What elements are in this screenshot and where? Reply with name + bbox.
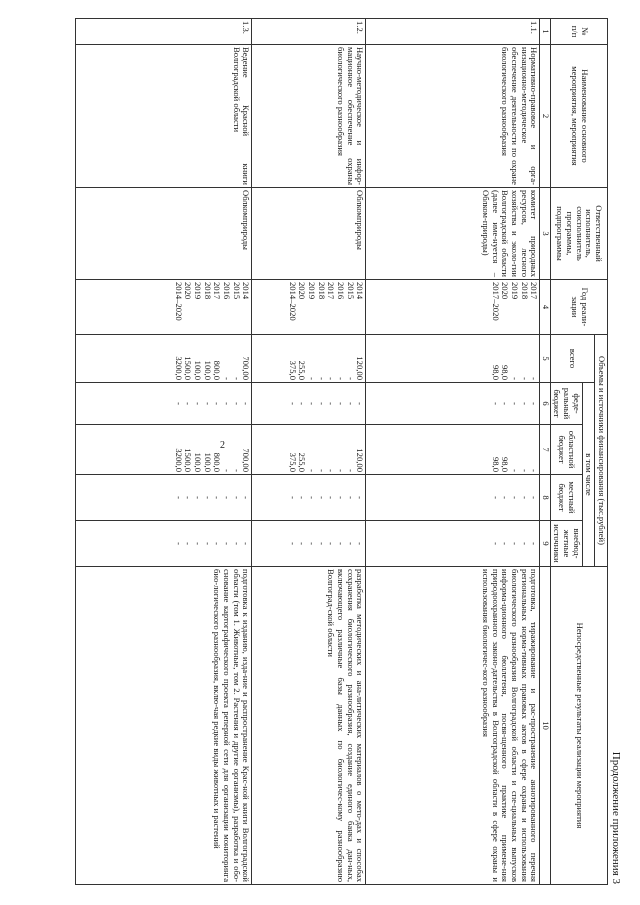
row-years: 2017 2018 2019 2020 2017–2020 [366, 280, 540, 335]
colnum-10: 10 [540, 567, 551, 885]
row-result: подготовка к изданию, изда-ние и распространение Крас-ной книги Волгоградской области (том 1. Животные, том 2. Растения и другие организмы), разработка и обо-снование картографического проекта реперной сети для организации мониторинга био-логического разнообразия, вклю-чая редкие виды животных и растений [76, 567, 252, 885]
row-regional: 120,00 - - - - - 255,0 375,0 [252, 425, 366, 475]
row-local: - - - - - - - - [76, 475, 252, 521]
row-result: разработка методических и ана-литических материалов о мето-дах и способах сохранения биологического разнообразия, создание единого банка дан-ных, включающего различные базы данных по биологичес-кому разнообразию Волгоград-ской области [252, 567, 366, 885]
table-row [252, 19, 366, 885]
row-extrabudget: - - - - - - - - [252, 521, 366, 567]
row-name: Ведение Красной книги Волгоградской области [76, 45, 252, 188]
row-result: подготовка, тиражирование и рас-пространение аннотированного перечня региональных норма-тивных правовых актов в сфере охраны и использования биологического разнообразия Волгоградской области и спе-циальных выпусков информа-ционного бюллетеня, посвя-щенного практике примене-ния природоохранного законо-дательства в Волгоградской области в сфере охраны и использования биологичес-кого разнообразия [366, 567, 540, 885]
row-local: - - - - - [366, 475, 540, 521]
row-number: 1.2. [252, 19, 366, 45]
colnum-3: 3 [540, 188, 551, 280]
colnum-2: 2 [540, 45, 551, 188]
row-extrabudget: - - - - - [366, 521, 540, 567]
header-extrabudget: внебюд-жетные источники [550, 521, 582, 567]
row-total: 700,00 - - 800,0 100,0 100,0 1500,0 3200,0 [76, 335, 252, 383]
colnum-4: 4 [540, 280, 551, 335]
row-federal: - - - - - - - - [252, 383, 366, 425]
row-number: 1.1. [366, 19, 540, 45]
row-name: Научно-методическое и инфор-мационное обеспечение охраны биологического разнообразия [252, 45, 366, 188]
row-regional: 700,00 - - 800,0 100,0 100,0 1500,0 3200,0 [76, 425, 252, 475]
header-regional: областной бюджет [550, 425, 582, 475]
continuation-label: Продолжение приложения 3 [610, 751, 622, 884]
row-executor: Облкомприроды [252, 188, 366, 280]
page-number: 2 [220, 440, 225, 451]
header-local: местный бюджет [550, 475, 582, 521]
colnum-6: 6 [540, 383, 551, 425]
row-name: Нормативно-правовое и орга-низационно-методическое обеспечение деятельности по охране биологического разнообразия [366, 45, 540, 188]
program-table [75, 18, 608, 885]
row-executor: Облкомприроды [76, 188, 252, 280]
header-name: Наименование основного мероприятия, мероприятия [550, 45, 607, 188]
row-years: 2014 2015 2016 2017 2018 2019 2020 2014–2020 [76, 280, 252, 335]
row-federal: - - - - - [366, 383, 540, 425]
header-executor: Ответственный исполнитель, соисполнитель программы, подпрограммы [550, 188, 607, 280]
row-executor: комитет природных ресурсов, лесного хозяйства и эколо-гии Волгоградской области (далее име-нуется – Облком-природы) [366, 188, 540, 280]
row-number: 1.3. [76, 19, 252, 45]
header-total: всего [550, 335, 595, 383]
row-total: - - - 98,0 98,0 [366, 335, 540, 383]
colnum-9: 9 [540, 521, 551, 567]
header-number: № п/п [550, 19, 607, 45]
colnum-5: 5 [540, 335, 551, 383]
row-local: - - - - - - - - [252, 475, 366, 521]
rotated-page [14, 18, 622, 884]
row-years: 2014 2015 2016 2017 2018 2019 2020 2014–2020 [252, 280, 366, 335]
row-extrabudget: - - - - - - - - [76, 521, 252, 567]
header-year: Год реали-зации [550, 280, 607, 335]
colnum-8: 8 [540, 475, 551, 521]
row-total: 120,00 - - - - - 255,0 375,0 [252, 335, 366, 383]
colnum-7: 7 [540, 425, 551, 475]
header-federal: феде-ральный бюджет [550, 383, 582, 425]
row-federal: - - - - - - - - [76, 383, 252, 425]
header-result: Непосредственные результаты реализации мероприятия [550, 567, 607, 885]
header-including: в том числе [582, 383, 595, 567]
table-row [366, 19, 540, 885]
row-regional: - - - 98,0 98,0 [366, 425, 540, 475]
colnum-1: 1 [540, 19, 551, 45]
table-row [76, 19, 252, 885]
header-funding: Объемы и источники финансирования (тыс.рублей) [595, 335, 608, 567]
